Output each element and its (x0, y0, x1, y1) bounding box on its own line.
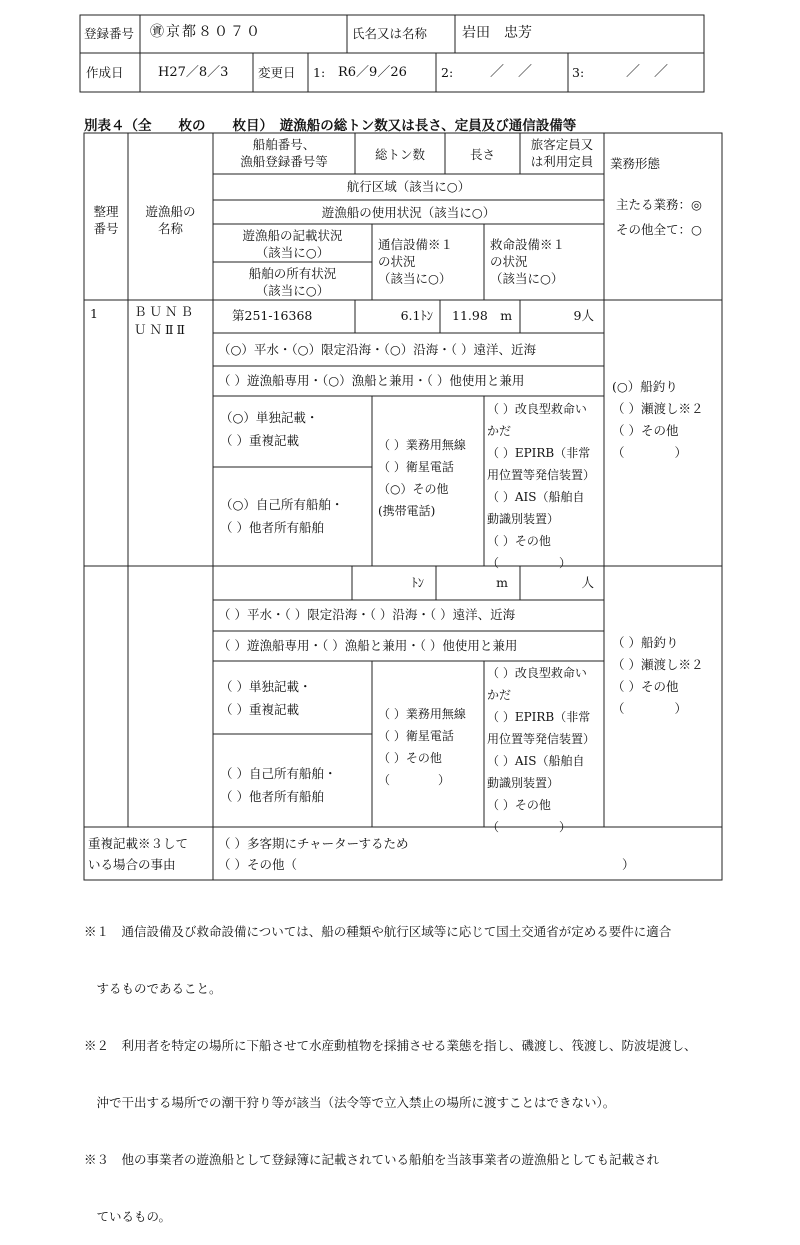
duplicate-reason-option-1: （ ）多客期にチャーターするため (218, 836, 409, 851)
change-1-date: R6／9／26 (338, 65, 407, 80)
header-navigation-area: 航行区域（該当に○） (346, 179, 471, 194)
header-ship-number: 船舶番号、 漁船登録番号等 (240, 137, 328, 169)
boat-1-number: 1 (90, 306, 98, 321)
section-title: 別表４（全 枚の 枚目） 遊漁船の総トン数又は長さ、定員及び通信設備等 (84, 118, 577, 134)
header-tonnage: 総トン数 (374, 147, 425, 162)
footnote-line: 沖で干出する場所での潮干狩り等が該当（法令等で立入禁止の場所に渡すことはできない）。 (84, 1095, 616, 1110)
boat-1-registry-duplicate: （ ）重複記載 (220, 433, 299, 448)
boat-1-name-line2: ＵＮⅡⅡ (134, 322, 188, 337)
change-2-no: 2: (441, 65, 454, 80)
boat-2-rescue: （ ）改良型救命い かだ （ ）EPIRB（非常 用位置等発信装置） （ ）AIS（船舶自 動識別装置） （ ）その他 （ ） (487, 666, 596, 834)
name-value: 岩田 忠芳 (462, 25, 532, 41)
boat-1-capacity: 9人 (573, 308, 594, 323)
header-registry-status: 遊漁船の記載状況 （該当に○） (242, 228, 343, 260)
boat-2-business: （ ）船釣り （ ）瀬渡し※２ （ ）その他 （ ） (612, 635, 704, 716)
created-label: 作成日 (86, 65, 124, 80)
created-date: H27／8／3 (158, 65, 229, 80)
registration-number-value: ㊮京都８０７０ (150, 24, 262, 40)
boat-2-usage-status: （ ）遊漁船専用・（ ）漁船と兼用・（ ）他使用と兼用 (218, 638, 518, 653)
boat-1-registry-single: （○）単独記載・ (220, 410, 319, 425)
duplicate-reason-label-line1: 重複記載※３して (88, 836, 189, 851)
header-ownership-status: 船舶の所有状況 （該当に○） (248, 266, 337, 298)
boat-1-name-line1: ＢＵＮＢ (134, 304, 197, 319)
header-boat-name: 遊漁船の 名称 (145, 204, 196, 236)
boat-2-ownership-self: （ ）自己所有船舶・ (220, 766, 337, 781)
boat-1-usage-status: （ ）遊漁船専用・（○）漁船と兼用・（ ）他使用と兼用 (218, 373, 525, 388)
boat-1-rescue: （ ）改良型救命い かだ （ ）EPIRB（非常 用位置等発信装置） （ ）AIS（船舶自 動識別装置） （ ）その他 （ ） (487, 402, 596, 570)
boat-2-communication: （ ）業務用無線 （ ）衛星電話 （ ）その他 （ ） (378, 707, 466, 787)
changed-label: 変更日 (258, 65, 296, 80)
footnotes (84, 884, 697, 1245)
change-1-no: 1: (313, 65, 326, 80)
boat-2-capacity: 人 (581, 575, 594, 590)
header-length: 長さ (469, 147, 495, 162)
boat-1-navigation-area: （○）平水・（○）限定沿海・（○）沿海・（ ）遠洋、近海 (218, 342, 536, 357)
footnote-line: するものであること。 (84, 981, 222, 996)
duplicate-reason-label-line2: いる場合の事由 (88, 857, 176, 872)
change-3-date: ／ ／ (626, 64, 668, 80)
boat-2-registry-duplicate: （ ）重複記載 (220, 702, 299, 717)
footnote-line: ているもの。 (84, 1209, 172, 1224)
header-capacity: 旅客定員又 は利用定員 (530, 137, 594, 169)
boat-2-tonnage: ﾄﾝ (411, 575, 424, 590)
header-business-other: その他全て：○ (616, 222, 702, 237)
boat-1-communication: （ ）業務用無線 （ ）衛星電話 （○）その他 (携帯電話) (378, 438, 466, 518)
header-rescue: 救命設備※１ の状況 （該当に○） (490, 237, 566, 286)
boat-2-navigation-area: （ ）平水・（ ）限定沿海・（ ）沿海・（ ）遠洋、近海 (218, 607, 516, 622)
header-usage-status: 遊漁船の使用状況（該当に○） (321, 205, 496, 220)
footnote-line: ※１ 通信設備及び救命設備については、船の種類や航行区域等に応じて国土交通省が定める要件に適合 (84, 924, 672, 939)
boat-1-tonnage: 6.1ﾄﾝ (400, 308, 433, 323)
boat-2-registry-single: （ ）単独記載・ (220, 679, 312, 694)
header-business-main: 主たる業務：◎ (616, 197, 702, 212)
header-seiri: 整理 番号 (93, 204, 119, 236)
header-communication: 通信設備※１ の状況 （該当に○） (378, 237, 454, 286)
boat-1-length: 11.98 m (452, 308, 513, 323)
change-3-no: 3: (572, 65, 585, 80)
boat-1-ownership-other: （ ）他者所有船舶 (220, 520, 324, 535)
boat-1-ship-number: 第251-16368 (232, 308, 313, 323)
footnote-line: ※２ 利用者を特定の場所に下船させて水産動植物を採捕させる業態を指し、磯渡し、筏渡し、防波堤渡し、 (84, 1038, 697, 1053)
name-label: 氏名又は名称 (352, 26, 428, 41)
boat-2-ownership-other: （ ）他者所有船舶 (220, 789, 324, 804)
change-2-date: ／ ／ (490, 64, 532, 80)
footnote-line: ※３ 他の事業者の遊漁船として登録簿に記載されている船舶を当該事業者の遊漁船としても記載され (84, 1152, 660, 1167)
registration-number-label: 登録番号 (84, 26, 135, 41)
boat-1-business: (○）船釣り （ ）瀬渡し※２ （ ）その他 （ ） (612, 379, 704, 460)
header-business-type: 業務形態 (610, 156, 661, 171)
boat-1-ownership-self: （○）自己所有船舶・ (220, 497, 344, 512)
duplicate-reason-option-2: （ ）その他（ ） (218, 857, 635, 872)
boat-2-length: m (496, 575, 508, 590)
